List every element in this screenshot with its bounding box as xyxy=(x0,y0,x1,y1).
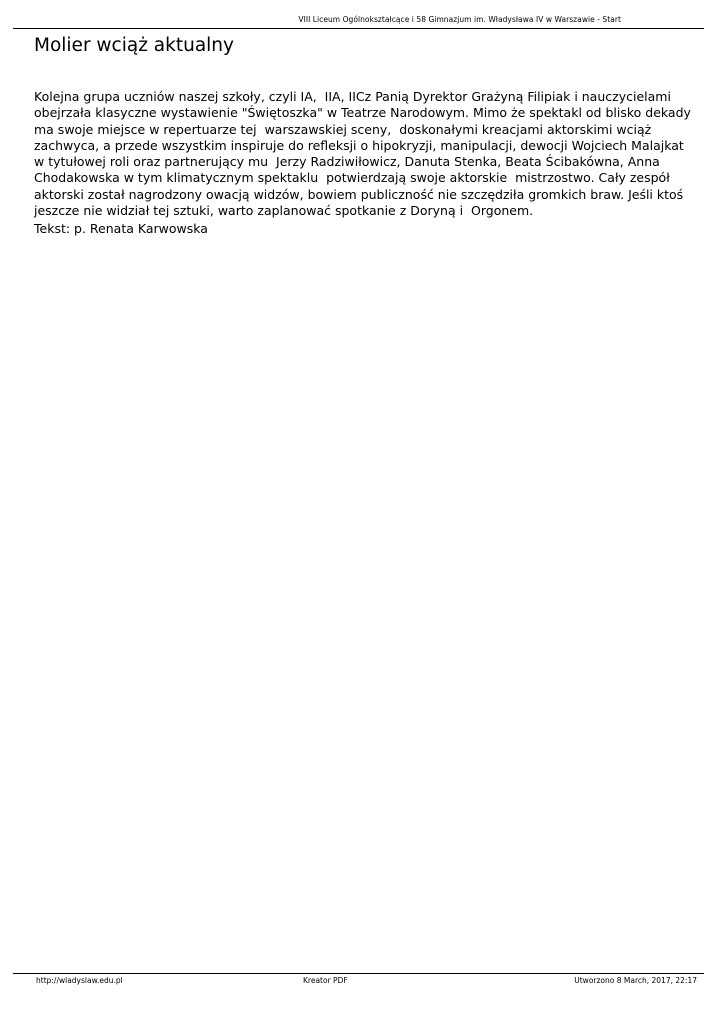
article-title: Molier wciąż aktualny xyxy=(34,35,234,56)
footer-generator: Kreator PDF xyxy=(303,976,348,985)
site-title: VIII Liceum Ogólnokształcące i 58 Gimnazjum im. Władysława IV w Warszawie - Start xyxy=(298,15,621,24)
article-body-line: zachwyca, a przede wszystkim inspiruje do refleksji o hipokryzji, manipulacji, dewocji Wojciech Malajkat xyxy=(34,137,684,153)
article-body-line: Kolejna grupa uczniów naszej szkoły, czyli IA, IIA, IICz Panią Dyrektor Grażyną Filipiak i nauczycielami xyxy=(34,89,671,104)
footer-created-date: Utworzono 8 March, 2017, 22:17 xyxy=(574,976,697,985)
article-body-line: ma swoje miejsce w repertuarze tej warszawskiej sceny, doskonałymi kreacjami aktorskimi wciąż xyxy=(34,121,652,137)
article-body-line: w tytułowej roli oraz partnerujący mu Jerzy Radziwiłowicz, Danuta Stenka, Beata Ścibakówna, Anna xyxy=(34,154,660,170)
article-author: Tekst: p. Renata Karwowska xyxy=(34,221,208,236)
article-body-line: aktorski został nagrodzony owacją widzów, bowiem publiczność nie szczędziła gromkich braw. Jeśli ktoś xyxy=(34,186,684,202)
article-body-line: obejrzała klasyczne wystawienie "Świętoszka" w Teatrze Narodowym. Mimo że spektakl od blisko dekady xyxy=(34,105,691,121)
header-divider xyxy=(13,28,704,29)
article-body-line: Chodakowska w tym klimatycznym spektaklu potwierdzają swoje aktorskie mistrzostwo. Cały zespół xyxy=(34,170,670,186)
footer-url-link[interactable]: http://wladyslaw.edu.pl xyxy=(36,976,123,985)
article-body-line: jeszcze nie widział tej sztuki, warto zaplanować spotkanie z Doryną i Orgonem. xyxy=(34,203,534,219)
footer-divider xyxy=(13,973,704,974)
article-body xyxy=(34,89,694,219)
